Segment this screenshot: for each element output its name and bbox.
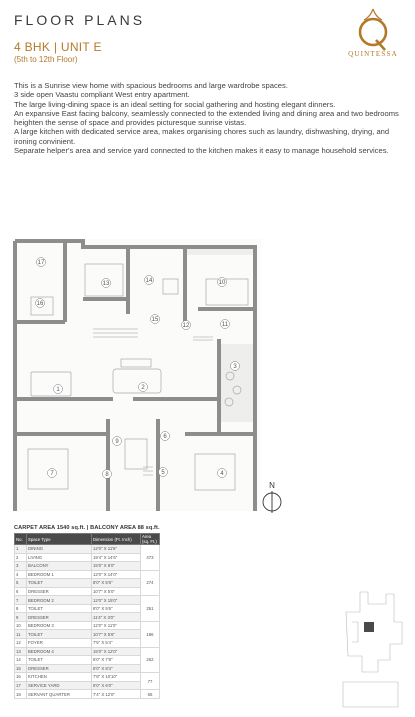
- space-type: TOILET: [27, 604, 92, 613]
- area-table-body: [15, 545, 160, 699]
- space-type: LIVING: [27, 553, 92, 562]
- table-row: [15, 630, 160, 639]
- area-caption: CARPET AREA 1540 sq.ft. | BALCONY AREA 88 sq.ft.: [14, 525, 160, 531]
- unit-label: 4 BHK | UNIT E: [14, 40, 102, 54]
- room-number: 15: [151, 317, 159, 323]
- space-dimension: 12'0" X 14'0": [92, 570, 141, 579]
- room-number: 1: [56, 387, 60, 393]
- column-header: Area (sq. Ft.): [141, 534, 160, 545]
- space-type: TOILET: [27, 656, 92, 665]
- table-row: [15, 681, 160, 690]
- column-header: No.: [15, 534, 27, 545]
- space-number: 11: [15, 630, 27, 639]
- table-row: [15, 690, 160, 699]
- space-dimension: 12'0" X 11'0": [92, 621, 141, 630]
- space-number: 5: [15, 579, 27, 588]
- space-number: 6: [15, 587, 27, 596]
- description-line: Separate helper's area and service yard connected to the kitchen makes it easy to manage household services.: [14, 146, 389, 156]
- space-area: 77: [141, 673, 160, 690]
- room-number: 16: [36, 301, 44, 307]
- space-type: FOYER: [27, 639, 92, 648]
- table-row: [15, 621, 160, 630]
- description-line: The large living-dining space is an ideal setting for social gathering and hosting elegant dinners.: [14, 99, 336, 109]
- space-type: SERVANT QUARTER: [27, 690, 92, 699]
- space-area: 262: [141, 647, 160, 673]
- page-title: FLOOR PLANS: [14, 12, 146, 28]
- table-row: [15, 673, 160, 682]
- description-line: This is a Sunrise view home with spacious bedrooms and large wardrobe spaces.: [14, 81, 288, 90]
- space-type: KITCHEN: [27, 673, 92, 682]
- table-row: [15, 579, 160, 588]
- space-dimension: 7'5" X 5'4": [92, 639, 141, 648]
- space-type: BEDROOM 4: [27, 647, 92, 656]
- space-number: 12: [15, 639, 27, 648]
- room-number: 17: [37, 260, 45, 266]
- brand-name: QUINTESSA: [348, 50, 398, 58]
- space-dimension: 6'0" X 8'4": [92, 664, 141, 673]
- column-header: Dimension (Ft. Inch): [92, 534, 141, 545]
- space-number: 7: [15, 596, 27, 605]
- room-number: 14: [145, 278, 153, 284]
- space-dimension: 8'0" X 5'6": [92, 579, 141, 588]
- table-row: [15, 553, 160, 562]
- floor-plan: [13, 239, 261, 511]
- space-area: 65: [141, 690, 160, 699]
- table-row: [15, 647, 160, 656]
- space-number: 2: [15, 553, 27, 562]
- description-line: An expansive East facing balcony, seamlessly connected to the extended living and dining area and two bedrooms heighten the sense of space and provides picturesque sunrise vistas.: [14, 108, 399, 128]
- description-line: 3 side open Vaastu compliant West entry apartment.: [14, 90, 190, 100]
- room-number: 12: [182, 323, 190, 329]
- description-line: A large kitchen with dedicated service area, makes organising chores such as laundry, dishwashing, drying, and ironing convinient.: [14, 127, 390, 146]
- space-dimension: 5'0" X 6'0": [92, 681, 141, 690]
- space-type: BEDROOM 1: [27, 570, 92, 579]
- table-row: [15, 664, 160, 673]
- space-dimension: 6'0" X 7'8": [92, 656, 141, 665]
- space-type: DRESSER: [27, 664, 92, 673]
- space-dimension: 10'7" X 5'6": [92, 630, 141, 639]
- room-number: 6: [163, 434, 167, 440]
- space-dimension: 7'4" X 12'0": [92, 690, 141, 699]
- space-number: 13: [15, 647, 27, 656]
- table-row: [15, 613, 160, 622]
- space-number: 3: [15, 562, 27, 571]
- space-type: TOILET: [27, 630, 92, 639]
- space-area: 274: [141, 570, 160, 596]
- space-type: TOILET: [27, 579, 92, 588]
- space-type: BEDROOM 3: [27, 621, 92, 630]
- space-area: 186: [141, 621, 160, 647]
- room-number: 4: [220, 471, 224, 477]
- table-row: [15, 596, 160, 605]
- room-number: 2: [141, 385, 145, 391]
- space-number: 18: [15, 690, 27, 699]
- space-number: 15: [15, 664, 27, 673]
- room-number: 11: [221, 322, 229, 328]
- space-number: 1: [15, 545, 27, 554]
- space-area: 473: [141, 545, 160, 571]
- room-number: 9: [115, 439, 119, 445]
- space-dimension: 11'4" X 3'0": [92, 613, 141, 622]
- table-row: [15, 587, 160, 596]
- table-header-row: [15, 534, 160, 545]
- room-number: 10: [218, 280, 226, 286]
- table-row: [15, 562, 160, 571]
- space-dimension: 7'8" X 10'10": [92, 673, 141, 682]
- space-number: 16: [15, 673, 27, 682]
- space-number: 4: [15, 570, 27, 579]
- space-type: BEDROOM 2: [27, 596, 92, 605]
- space-number: 17: [15, 681, 27, 690]
- table-row: [15, 545, 160, 554]
- logo-mark-icon: [338, 6, 408, 52]
- space-type: BALCONY: [27, 562, 92, 571]
- room-number: 13: [102, 281, 110, 287]
- space-dimension: 19'4" X 14'6": [92, 553, 141, 562]
- area-table: [14, 533, 160, 699]
- space-area: 251: [141, 596, 160, 622]
- room-number: 3: [233, 364, 237, 370]
- key-plan: [338, 582, 410, 712]
- space-number: 9: [15, 613, 27, 622]
- unit-highlight: [364, 622, 374, 632]
- space-dimension: 15'0" X 6'0": [92, 562, 141, 571]
- table-row: [15, 604, 160, 613]
- space-number: 10: [15, 621, 27, 630]
- space-dimension: 8'0" X 5'6": [92, 604, 141, 613]
- quintessa-logo: [338, 6, 408, 66]
- room-number: 7: [50, 471, 54, 477]
- space-dimension: 12'0" X 11'6": [92, 545, 141, 554]
- space-type: SERVICE YARD: [27, 681, 92, 690]
- table-row: [15, 656, 160, 665]
- space-number: 14: [15, 656, 27, 665]
- space-dimension: 12'0" X 15'0": [92, 596, 141, 605]
- space-dimension: 15'0" X 12'0": [92, 647, 141, 656]
- description: [14, 81, 404, 155]
- space-number: 8: [15, 604, 27, 613]
- space-type: DINING: [27, 545, 92, 554]
- table-row: [15, 570, 160, 579]
- room-number: 5: [161, 470, 165, 476]
- space-type: DRESSER: [27, 613, 92, 622]
- space-dimension: 10'7" X 5'0": [92, 587, 141, 596]
- column-header: Space Type: [27, 534, 92, 545]
- floor-range: (5th to 12th Floor): [14, 55, 78, 64]
- north-label: N: [269, 481, 275, 490]
- table-row: [15, 639, 160, 648]
- north-arrow-icon: [262, 480, 286, 514]
- space-type: DRESSER: [27, 587, 92, 596]
- room-number: 8: [105, 472, 109, 478]
